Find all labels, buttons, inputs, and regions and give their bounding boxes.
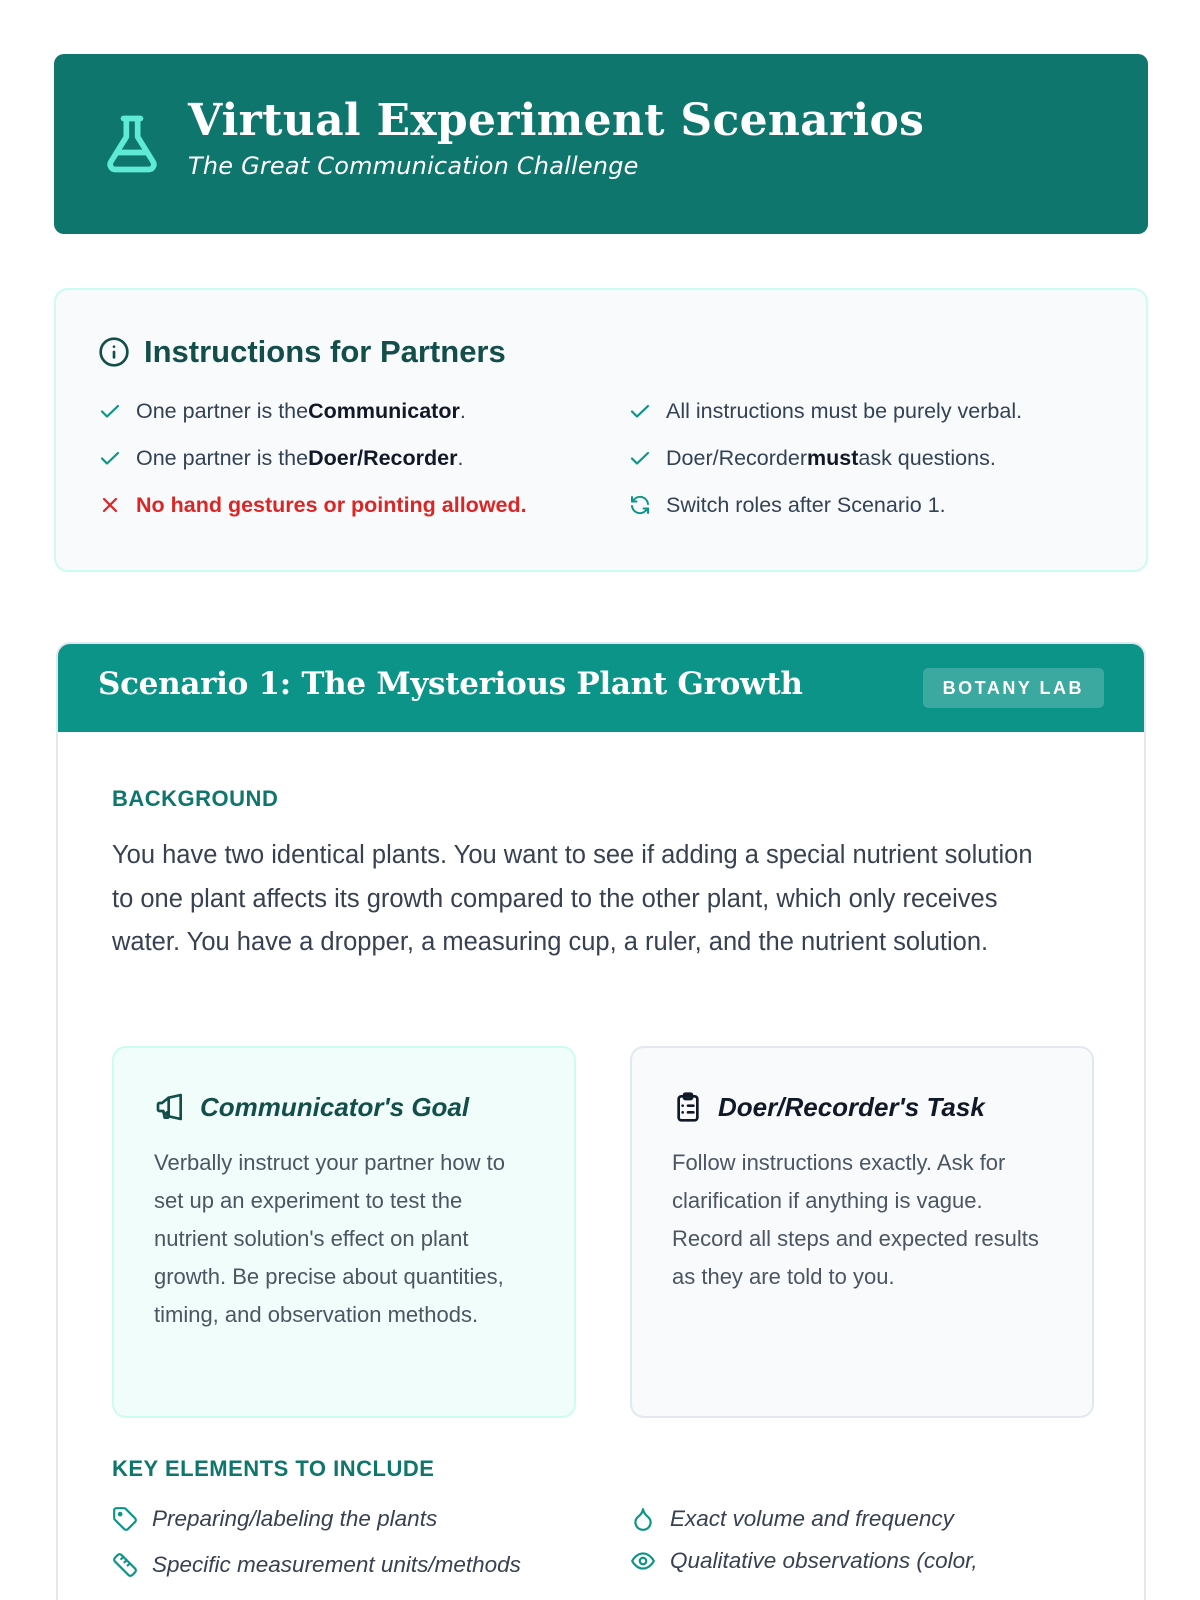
rule-text: One partner is theCommunicator. [136, 398, 466, 423]
scenario-header [58, 644, 1144, 732]
tag-icon [112, 1506, 138, 1532]
rule-text: One partner is theDoer/Recorder. [136, 445, 464, 470]
instructions-title: Instructions for Partners [144, 334, 506, 369]
rule-verbal [628, 396, 1022, 426]
rule-text: Switch roles after Scenario 1. [666, 492, 946, 517]
rule-ask-questions [628, 443, 996, 473]
communicator-goal-title: Communicator's Goal [200, 1091, 470, 1122]
doer-task-card [630, 1046, 1094, 1418]
clipboard-icon [672, 1091, 704, 1123]
rule-switch-roles [628, 490, 946, 520]
doer-task-title: Doer/Recorder's Task [718, 1091, 985, 1122]
scenario-badge: BOTANY LAB [923, 668, 1104, 708]
check-icon [98, 446, 122, 470]
ruler-icon [112, 1552, 138, 1578]
rule-doer [98, 443, 463, 473]
doer-task-heading [672, 1088, 1052, 1126]
key-elements-label: KEY ELEMENTS TO INCLUDE [112, 1456, 435, 1481]
megaphone-icon [154, 1091, 186, 1123]
droplet-icon [630, 1506, 656, 1532]
flask-icon [98, 110, 166, 178]
key-element-item [112, 1506, 437, 1532]
rule-text: No hand gestures or pointing allowed. [136, 492, 527, 517]
communicator-goal-text: Verbally instruct your partner how to set up an experiment to test the nutrient solution's effect on plant growth. Be precise about quantities, timing, and observation methods. [154, 1150, 505, 1327]
check-icon [98, 399, 122, 423]
communicator-goal-heading [154, 1088, 534, 1126]
rule-text: Doer/Recordermustask questions. [666, 445, 996, 470]
instructions-card [54, 288, 1148, 572]
refresh-icon [628, 493, 652, 517]
rule-no-gestures [98, 490, 527, 520]
key-element-item [112, 1552, 521, 1578]
doer-task-text: Follow instructions exactly. Ask for clarification if anything is vague. Record all steps and expected results as they are told to you. [672, 1150, 1039, 1289]
key-element-item [630, 1506, 954, 1532]
instructions-heading [98, 334, 506, 370]
info-icon [98, 336, 130, 368]
page-header [54, 54, 1148, 234]
scenario-card [56, 642, 1146, 1600]
background-label: BACKGROUND [112, 786, 279, 811]
check-icon [628, 399, 652, 423]
scenario-title: Scenario 1: The Mysterious Plant Growth [98, 666, 803, 702]
page-title: Virtual Experiment Scenarios [188, 95, 925, 146]
eye-icon [630, 1548, 656, 1574]
key-element-item [630, 1548, 978, 1574]
check-icon [628, 446, 652, 470]
communicator-goal-card [112, 1046, 576, 1418]
x-icon [98, 493, 122, 517]
page-subtitle: The Great Communication Challenge [188, 152, 639, 180]
key-element-text: Preparing/labeling the plants [152, 1506, 438, 1531]
rule-communicator [98, 396, 466, 426]
rule-text: All instructions must be purely verbal. [666, 398, 1023, 423]
key-element-text: Specific measurement units/methods [152, 1552, 521, 1577]
key-element-text: Qualitative observations (color, [670, 1548, 978, 1573]
background-text: You have two identical plants. You want to see if adding a special nutrient solution to one plant affects its growth compared to the other plant, which only receives water. You have a dropper, a measuring cup, a ruler, and the nutrient solution. [112, 841, 1033, 956]
key-element-text: Exact volume and frequency [670, 1506, 954, 1531]
